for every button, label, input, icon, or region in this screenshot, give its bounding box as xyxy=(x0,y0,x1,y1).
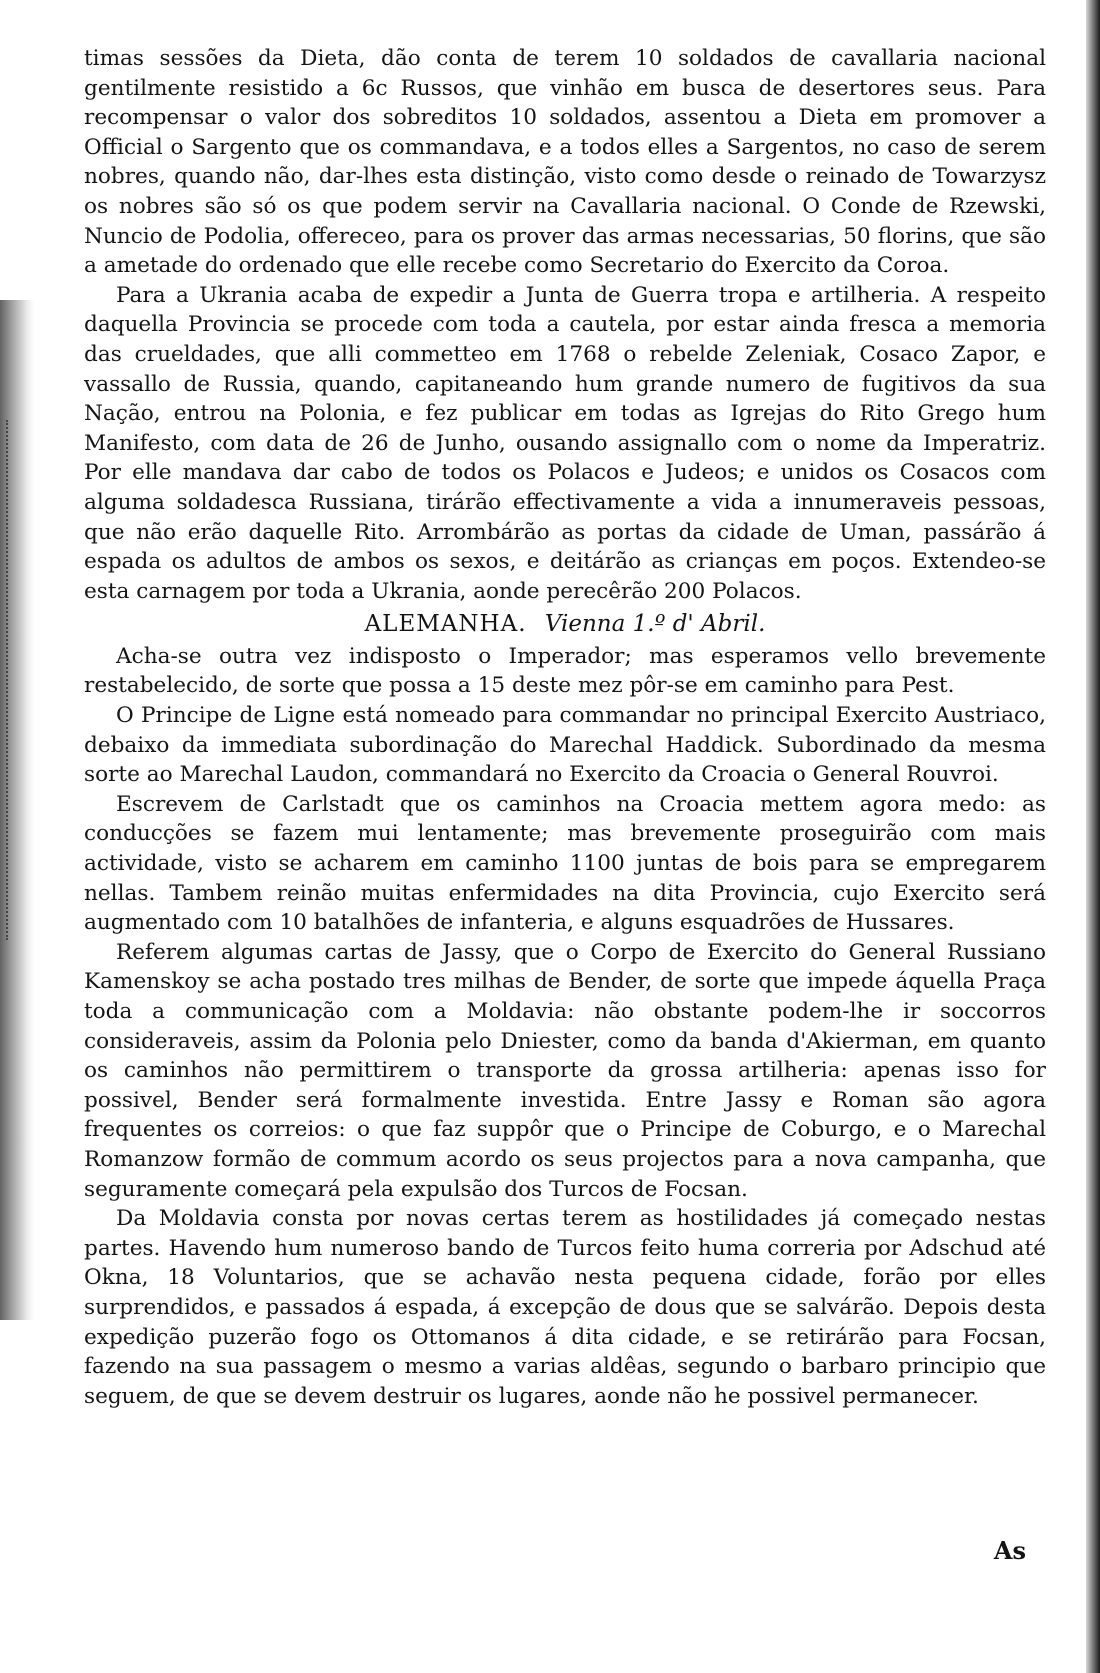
paragraph-imperador: Acha-se outra vez indisposto o Imperador; mas esperamos vello brevemente restabelecido, de sorte que possa a 15 deste mez pôr-se em caminho para Pest. xyxy=(84,643,1046,699)
heading-country: ALEMANHA. xyxy=(364,611,527,638)
text-column xyxy=(84,44,1046,1411)
heading-place-date: Vienna 1.º d' Abril. xyxy=(544,611,766,638)
paragraph-ligne: O Principe de Ligne está nomeado para commandar no principal Exercito Austriaco, debaixo da immediata subordinação do Marechal Haddick. Subordinado da mesma sorte ao Marechal Laudon, commandará no Exercito da Croacia o General Rouvroi. xyxy=(84,703,1046,788)
paragraph-ukrania: Para a Ukrania acaba de expedir a Junta de Guerra tropa e artilheria. A respeito daquella Provincia se procede com toda a cautela, por estar ainda fresca a memoria das crueldades, que alli commetteo em 1768 o rebelde Zeleniak, Cosaco Zapor, e vassallo de Russia, quando, capitaneando hum grande numero de fugitivos da sua Nação, entrou na Polonia, e fez publicar em todas as Igrejas do Rito Grego hum Manifesto, com data de 26 de Junho, ousando assignallo com o nome da Imperatriz. Por elle mandava dar cabo de todos os Polacos e Judeos; e unidos os Cosacos com alguma soldadesca Russiana, tirárão effectivamente a vida a innumeraveis pessoas, que não erão daquelle Rito. Arrombárão as portas da cidade de Uman, passárão á espada os adultos de ambos os sexos, e deitárão as crianças em poços. Extendeo-se esta carnagem por toda a Ukrania, aonde perecêrão 200 Polacos. xyxy=(84,282,1046,604)
binding-marks xyxy=(6,420,12,940)
catchword: As xyxy=(993,1536,1026,1565)
paragraph-dieta: timas sessões da Dieta, dão conta de terem 10 soldados de cavallaria nacional gentilmente resistido a 6c Russos, que vinhão em busca de desertores seus. Para recompensar o valor dos sobreditos 10 soldados, assentou a Dieta em promover a Official o Sargento que os commandava, e a todos elles a Sargentos, no caso de serem nobres, quando não, dar-lhes esta distinção, visto como desde o reinado de Towarzysz os nobres são só os que podem servir na Cavallaria nacional. O Conde de Rzewski, Nuncio de Podolia, offereceo, para os prover das armas necessarias, 50 florins, que são a ametade do ordenado que elle recebe como Secretario do Exercito da Coroa. xyxy=(84,46,1046,279)
page-edge xyxy=(1086,0,1100,1673)
paragraph-moldavia: Da Moldavia consta por novas certas terem as hostilidades já começado nestas partes. Havendo hum numeroso bando de Turcos feito huma correria por Adschud até Okna, 18 Voluntarios, que se achavão nesta pequena cidade, forão por elles surprendidos, e passados á espada, á excepção de dous que se salvárão. Depois desta expedição puzerão fogo os Ottomanos á dita cidade, e se retirárão para Focsan, fazendo na sua passagem o mesmo a varias aldêas, segundo o barbaro principio que seguem, de que se devem destruir os lugares, aonde não he possivel permanecer. xyxy=(84,1206,1046,1409)
paragraph-carlstadt: Escrevem de Carlstadt que os caminhos na Croacia mettem agora medo: as conducções se fazem mui lentamente; mas brevemente proseguirão com mais actividade, visto se acharem em caminho 1100 juntas de bois para se empregarem nellas. Tambem reinão muitas enfermidades na dita Provincia, cujo Exercito será augmentado com 10 batalhões de infanteria, e alguns esquadrões de Hussares. xyxy=(84,791,1046,936)
paragraph-jassy: Referem algumas cartas de Jassy, que o Corpo de Exercito do General Russiano Kamenskoy se acha postado tres milhas de Bender, de sorte que impede áquella Praça toda a communicação com a Moldavia: não obstante podem-lhe ir soccorros consideraveis, assim da Polonia pelo Dniester, como da banda d'Akierman, em quanto os caminhos não permittirem o transporte da grossa artilheria: apenas isso for possivel, Bender será formalmente investida. Entre Jassy e Roman são agora frequentes os correios: o que faz suppôr que o Principe de Coburgo, e o Marechal Romanzow formão de commum acordo os seus projectos para a nova campanha, que seguramente começará pela expulsão dos Turcos de Focsan. xyxy=(84,939,1046,1202)
section-heading xyxy=(84,610,1046,640)
